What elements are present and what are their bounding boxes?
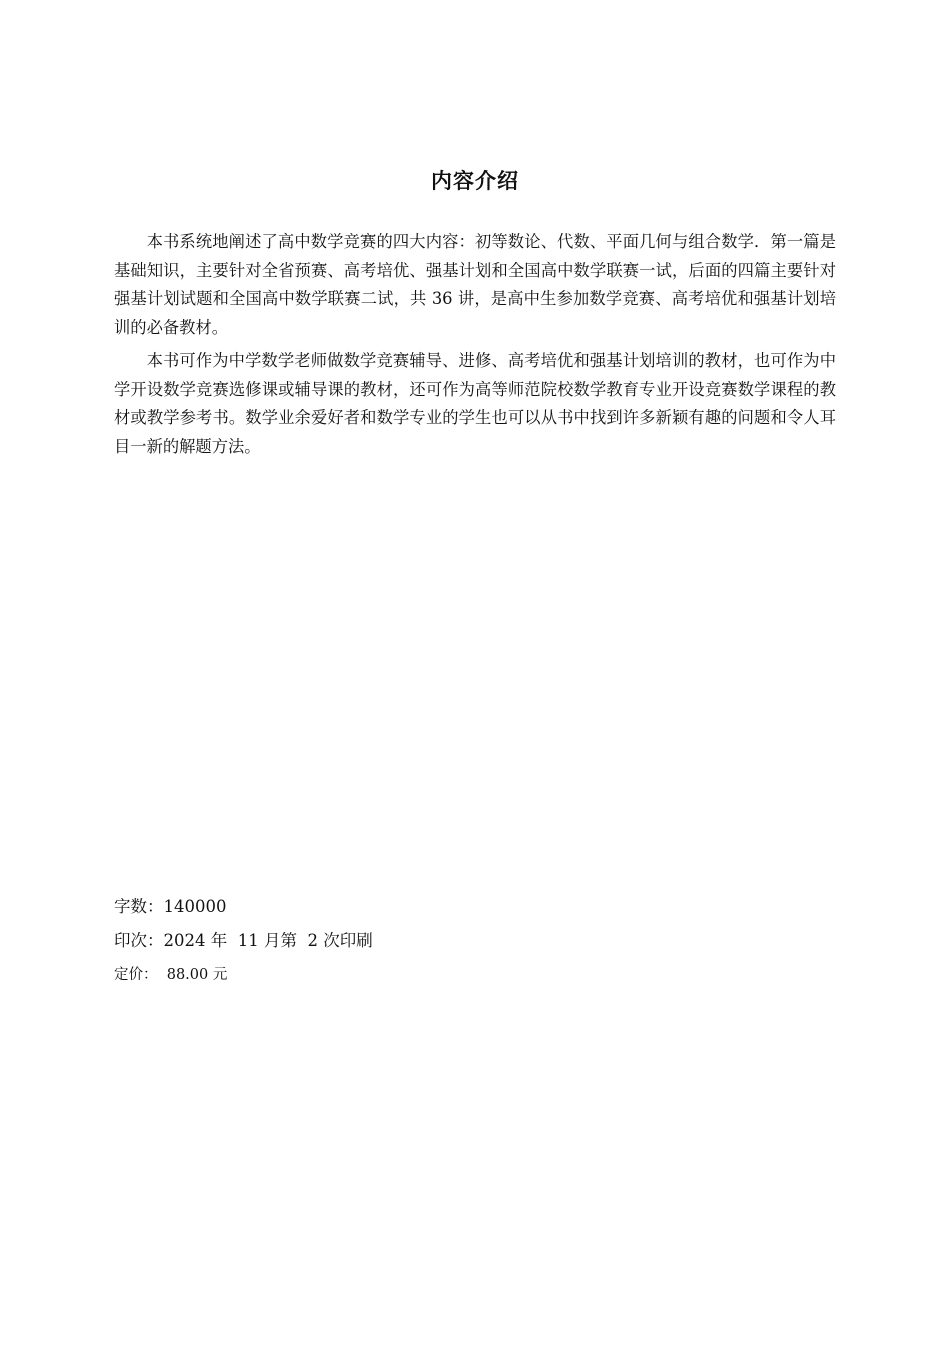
publication-metadata [114,890,714,992]
introduction-paragraph-2: 本书可作为中学数学老师做数学竞赛辅导、进修、高考培优和强基计划培训的教材，也可作为中学开设数学竞赛选修课或辅导课的教材，还可作为高等师范院校数学教育专业开设竞赛数学课程的教材或教学参考书。数学业余爱好者和数学专业的学生也可以从书中找到许多新颖有趣的问题和令人耳目一新的解题方法。 [114,351,836,456]
introduction-body [114,228,836,466]
page-title: 内容介绍 [431,169,519,193]
printing-value: 2024 年 11 月第 2 次印刷 [163,931,373,950]
word-count-line [114,890,714,924]
price-line [114,958,714,992]
price-value: 88.00 元 [166,967,228,983]
introduction-paragraph-1: 本书系统地阐述了高中数学竞赛的四大内容：初等数论、代数、平面几何与组合数学．第一篇是基础知识，主要针对全省预赛、高考培优、强基计划和全国高中数学联赛一试，后面的四篇主要针对强基计划试题和全国高中数学联赛二试，共 36 讲，是高中生参加数学竞赛、高考培优和强基计划培训的必备教材。 [114,232,836,337]
price-label: 定价： [114,967,158,983]
printing-label: 印次： [114,931,164,950]
word-count-label: 字数： [114,897,164,916]
printing-line [114,924,714,958]
word-count-value: 140000 [163,897,227,916]
